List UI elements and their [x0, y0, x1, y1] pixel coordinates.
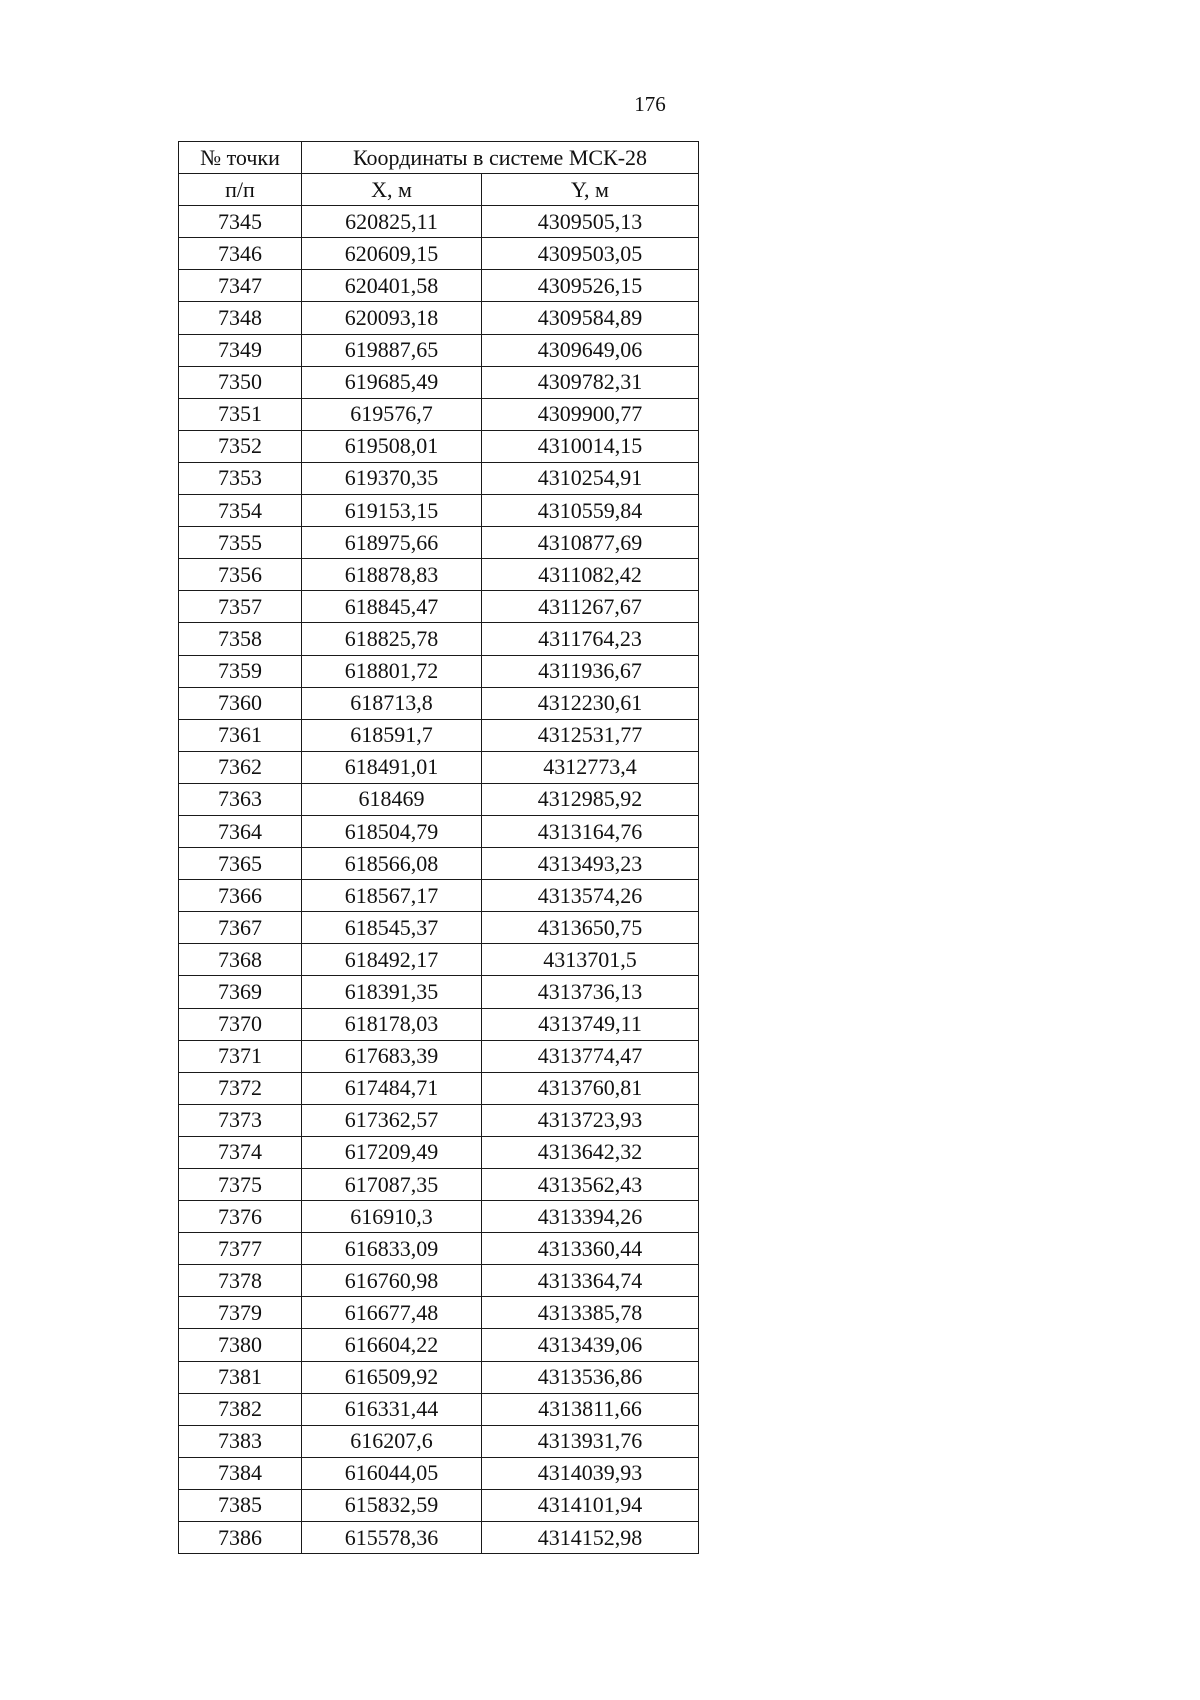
- point-number-cell: 7378: [179, 1265, 302, 1297]
- table-row: [179, 1169, 699, 1201]
- x-coordinate-cell: 619685,49: [302, 366, 482, 398]
- table-body: [179, 206, 699, 1554]
- x-coordinate-cell: 618469: [302, 783, 482, 815]
- point-number-cell: 7360: [179, 687, 302, 719]
- table-row: [179, 1233, 699, 1265]
- y-coordinate-cell: 4314101,94: [482, 1489, 699, 1521]
- y-coordinate-cell: 4313749,11: [482, 1008, 699, 1040]
- point-number-cell: 7348: [179, 302, 302, 334]
- point-number-cell: 7383: [179, 1425, 302, 1457]
- y-coordinate-cell: 4309900,77: [482, 398, 699, 430]
- point-number-cell: 7367: [179, 912, 302, 944]
- x-coordinate-cell: 618491,01: [302, 751, 482, 783]
- point-number-cell: 7357: [179, 591, 302, 623]
- point-number-cell: 7385: [179, 1489, 302, 1521]
- table-row: [179, 1489, 699, 1521]
- y-coordinate-cell: 4313931,76: [482, 1425, 699, 1457]
- point-number-cell: 7381: [179, 1361, 302, 1393]
- table-row: [179, 976, 699, 1008]
- table-row: [179, 944, 699, 976]
- x-coordinate-cell: 615832,59: [302, 1489, 482, 1521]
- y-coordinate-cell: 4310014,15: [482, 430, 699, 462]
- point-number-cell: 7352: [179, 430, 302, 462]
- table-row: [179, 366, 699, 398]
- point-number-subheader: п/п: [179, 174, 302, 206]
- point-number-cell: 7379: [179, 1297, 302, 1329]
- y-coordinate-cell: 4309782,31: [482, 366, 699, 398]
- table-row: [179, 1297, 699, 1329]
- x-coordinate-cell: 620093,18: [302, 302, 482, 334]
- point-number-cell: 7364: [179, 815, 302, 847]
- table-row: [179, 430, 699, 462]
- x-coordinate-cell: 617362,57: [302, 1104, 482, 1136]
- y-coordinate-cell: 4313360,44: [482, 1233, 699, 1265]
- x-coordinate-cell: 616833,09: [302, 1233, 482, 1265]
- table-row: [179, 1072, 699, 1104]
- point-number-cell: 7349: [179, 334, 302, 366]
- y-coordinate-cell: 4313364,74: [482, 1265, 699, 1297]
- x-coordinate-cell: 617209,49: [302, 1136, 482, 1168]
- y-coordinate-cell: 4312985,92: [482, 783, 699, 815]
- point-number-cell: 7380: [179, 1329, 302, 1361]
- point-number-cell: 7371: [179, 1040, 302, 1072]
- x-coordinate-cell: 617484,71: [302, 1072, 482, 1104]
- x-coordinate-cell: 616604,22: [302, 1329, 482, 1361]
- point-number-header-line1: № точки: [200, 144, 280, 170]
- point-number-cell: 7345: [179, 206, 302, 238]
- y-coordinate-cell: 4311936,67: [482, 655, 699, 687]
- table-row: [179, 1457, 699, 1489]
- y-coordinate-cell: 4313650,75: [482, 912, 699, 944]
- table-row: [179, 206, 699, 238]
- table-row: [179, 1425, 699, 1457]
- page-number: 176: [634, 92, 666, 116]
- point-number-cell: 7372: [179, 1072, 302, 1104]
- y-coordinate-cell: 4313760,81: [482, 1072, 699, 1104]
- x-coordinate-cell: 618591,7: [302, 719, 482, 751]
- x-coordinate-cell: 618801,72: [302, 655, 482, 687]
- y-coordinate-cell: 4313385,78: [482, 1297, 699, 1329]
- x-column-header: X, м: [302, 174, 482, 206]
- y-coordinate-cell: 4310877,69: [482, 527, 699, 559]
- table-row: [179, 495, 699, 527]
- table-row: [179, 334, 699, 366]
- x-coordinate-cell: 619153,15: [302, 495, 482, 527]
- point-number-cell: 7359: [179, 655, 302, 687]
- point-number-cell: 7361: [179, 719, 302, 751]
- table-row: [179, 398, 699, 430]
- x-coordinate-cell: 618567,17: [302, 880, 482, 912]
- x-coordinate-cell: 618878,83: [302, 559, 482, 591]
- point-number-cell: 7376: [179, 1201, 302, 1233]
- x-coordinate-cell: 616760,98: [302, 1265, 482, 1297]
- x-coordinate-cell: 619887,65: [302, 334, 482, 366]
- point-number-cell: 7377: [179, 1233, 302, 1265]
- header-row-1: [179, 142, 699, 174]
- point-number-cell: 7373: [179, 1104, 302, 1136]
- point-number-cell: 7369: [179, 976, 302, 1008]
- x-coordinate-cell: 616509,92: [302, 1361, 482, 1393]
- y-coordinate-cell: 4309505,13: [482, 206, 699, 238]
- y-coordinate-cell: 4313811,66: [482, 1393, 699, 1425]
- table-row: [179, 687, 699, 719]
- table-row: [179, 527, 699, 559]
- point-number-cell: 7382: [179, 1393, 302, 1425]
- point-number-cell: 7365: [179, 848, 302, 880]
- table-row: [179, 270, 699, 302]
- y-coordinate-cell: 4313723,93: [482, 1104, 699, 1136]
- point-number-cell: 7358: [179, 623, 302, 655]
- table-row: [179, 815, 699, 847]
- x-coordinate-cell: 618504,79: [302, 815, 482, 847]
- point-number-cell: 7368: [179, 944, 302, 976]
- y-coordinate-cell: 4313642,32: [482, 1136, 699, 1168]
- y-coordinate-cell: 4311267,67: [482, 591, 699, 623]
- coordinate-system-header: Координаты в системе МСК-28: [302, 142, 699, 174]
- x-coordinate-cell: 620825,11: [302, 206, 482, 238]
- point-number-cell: 7384: [179, 1457, 302, 1489]
- x-coordinate-cell: 618492,17: [302, 944, 482, 976]
- x-coordinate-cell: 619508,01: [302, 430, 482, 462]
- table-row: [179, 1361, 699, 1393]
- point-number-cell: 7374: [179, 1136, 302, 1168]
- x-coordinate-cell: 616044,05: [302, 1457, 482, 1489]
- point-number-cell: 7362: [179, 751, 302, 783]
- table-row: [179, 880, 699, 912]
- x-coordinate-cell: 618975,66: [302, 527, 482, 559]
- y-coordinate-cell: 4310559,84: [482, 495, 699, 527]
- y-coordinate-cell: 4313164,76: [482, 815, 699, 847]
- table-row: [179, 1329, 699, 1361]
- table-row: [179, 912, 699, 944]
- table-row: [179, 719, 699, 751]
- point-number-cell: 7355: [179, 527, 302, 559]
- y-coordinate-cell: 4313493,23: [482, 848, 699, 880]
- table-row: [179, 1104, 699, 1136]
- x-coordinate-cell: 616331,44: [302, 1393, 482, 1425]
- x-coordinate-cell: 620401,58: [302, 270, 482, 302]
- x-coordinate-cell: 619370,35: [302, 462, 482, 494]
- x-coordinate-cell: 618825,78: [302, 623, 482, 655]
- coordinates-table: [178, 141, 699, 1554]
- table-row: [179, 559, 699, 591]
- y-coordinate-cell: 4313439,06: [482, 1329, 699, 1361]
- y-coordinate-cell: 4309503,05: [482, 238, 699, 270]
- y-coordinate-cell: 4310254,91: [482, 462, 699, 494]
- point-number-cell: 7366: [179, 880, 302, 912]
- table-row: [179, 1265, 699, 1297]
- x-coordinate-cell: 617683,39: [302, 1040, 482, 1072]
- table-row: [179, 1008, 699, 1040]
- y-coordinate-cell: 4312531,77: [482, 719, 699, 751]
- point-number-cell: 7386: [179, 1522, 302, 1554]
- x-coordinate-cell: 618566,08: [302, 848, 482, 880]
- y-coordinate-cell: 4309584,89: [482, 302, 699, 334]
- point-number-cell: 7356: [179, 559, 302, 591]
- table-row: [179, 238, 699, 270]
- point-number-cell: 7375: [179, 1169, 302, 1201]
- x-coordinate-cell: 617087,35: [302, 1169, 482, 1201]
- y-coordinate-cell: 4313394,26: [482, 1201, 699, 1233]
- x-coordinate-cell: 618178,03: [302, 1008, 482, 1040]
- x-coordinate-cell: 616677,48: [302, 1297, 482, 1329]
- y-coordinate-cell: 4312773,4: [482, 751, 699, 783]
- x-coordinate-cell: 616207,6: [302, 1425, 482, 1457]
- table-row: [179, 1040, 699, 1072]
- x-coordinate-cell: 620609,15: [302, 238, 482, 270]
- point-number-cell: 7370: [179, 1008, 302, 1040]
- point-number-cell: 7353: [179, 462, 302, 494]
- x-coordinate-cell: 618391,35: [302, 976, 482, 1008]
- y-coordinate-cell: 4313562,43: [482, 1169, 699, 1201]
- y-coordinate-cell: 4313536,86: [482, 1361, 699, 1393]
- x-coordinate-cell: 618845,47: [302, 591, 482, 623]
- x-coordinate-cell: 618545,37: [302, 912, 482, 944]
- point-number-cell: 7350: [179, 366, 302, 398]
- x-coordinate-cell: 618713,8: [302, 687, 482, 719]
- table-row: [179, 751, 699, 783]
- table-row: [179, 462, 699, 494]
- y-coordinate-cell: 4309649,06: [482, 334, 699, 366]
- y-coordinate-cell: 4311764,23: [482, 623, 699, 655]
- table-row: [179, 1201, 699, 1233]
- point-number-cell: 7354: [179, 495, 302, 527]
- table-row: [179, 302, 699, 334]
- point-number-cell: 7351: [179, 398, 302, 430]
- x-coordinate-cell: 615578,36: [302, 1522, 482, 1554]
- point-number-header: [179, 142, 302, 174]
- y-coordinate-cell: 4313701,5: [482, 944, 699, 976]
- table-row: [179, 1522, 699, 1554]
- y-coordinate-cell: 4313774,47: [482, 1040, 699, 1072]
- table-row: [179, 655, 699, 687]
- y-coordinate-cell: 4309526,15: [482, 270, 699, 302]
- table-row: [179, 783, 699, 815]
- y-coordinate-cell: 4314152,98: [482, 1522, 699, 1554]
- y-coordinate-cell: 4311082,42: [482, 559, 699, 591]
- table-row: [179, 848, 699, 880]
- point-number-cell: 7363: [179, 783, 302, 815]
- y-coordinate-cell: 4312230,61: [482, 687, 699, 719]
- table-row: [179, 1393, 699, 1425]
- point-number-cell: 7347: [179, 270, 302, 302]
- table-row: [179, 1136, 699, 1168]
- point-number-cell: 7346: [179, 238, 302, 270]
- header-row-2: [179, 174, 699, 206]
- x-coordinate-cell: 616910,3: [302, 1201, 482, 1233]
- y-coordinate-cell: 4314039,93: [482, 1457, 699, 1489]
- x-coordinate-cell: 619576,7: [302, 398, 482, 430]
- table-row: [179, 591, 699, 623]
- y-coordinate-cell: 4313736,13: [482, 976, 699, 1008]
- table-row: [179, 623, 699, 655]
- y-column-header: Y, м: [482, 174, 699, 206]
- y-coordinate-cell: 4313574,26: [482, 880, 699, 912]
